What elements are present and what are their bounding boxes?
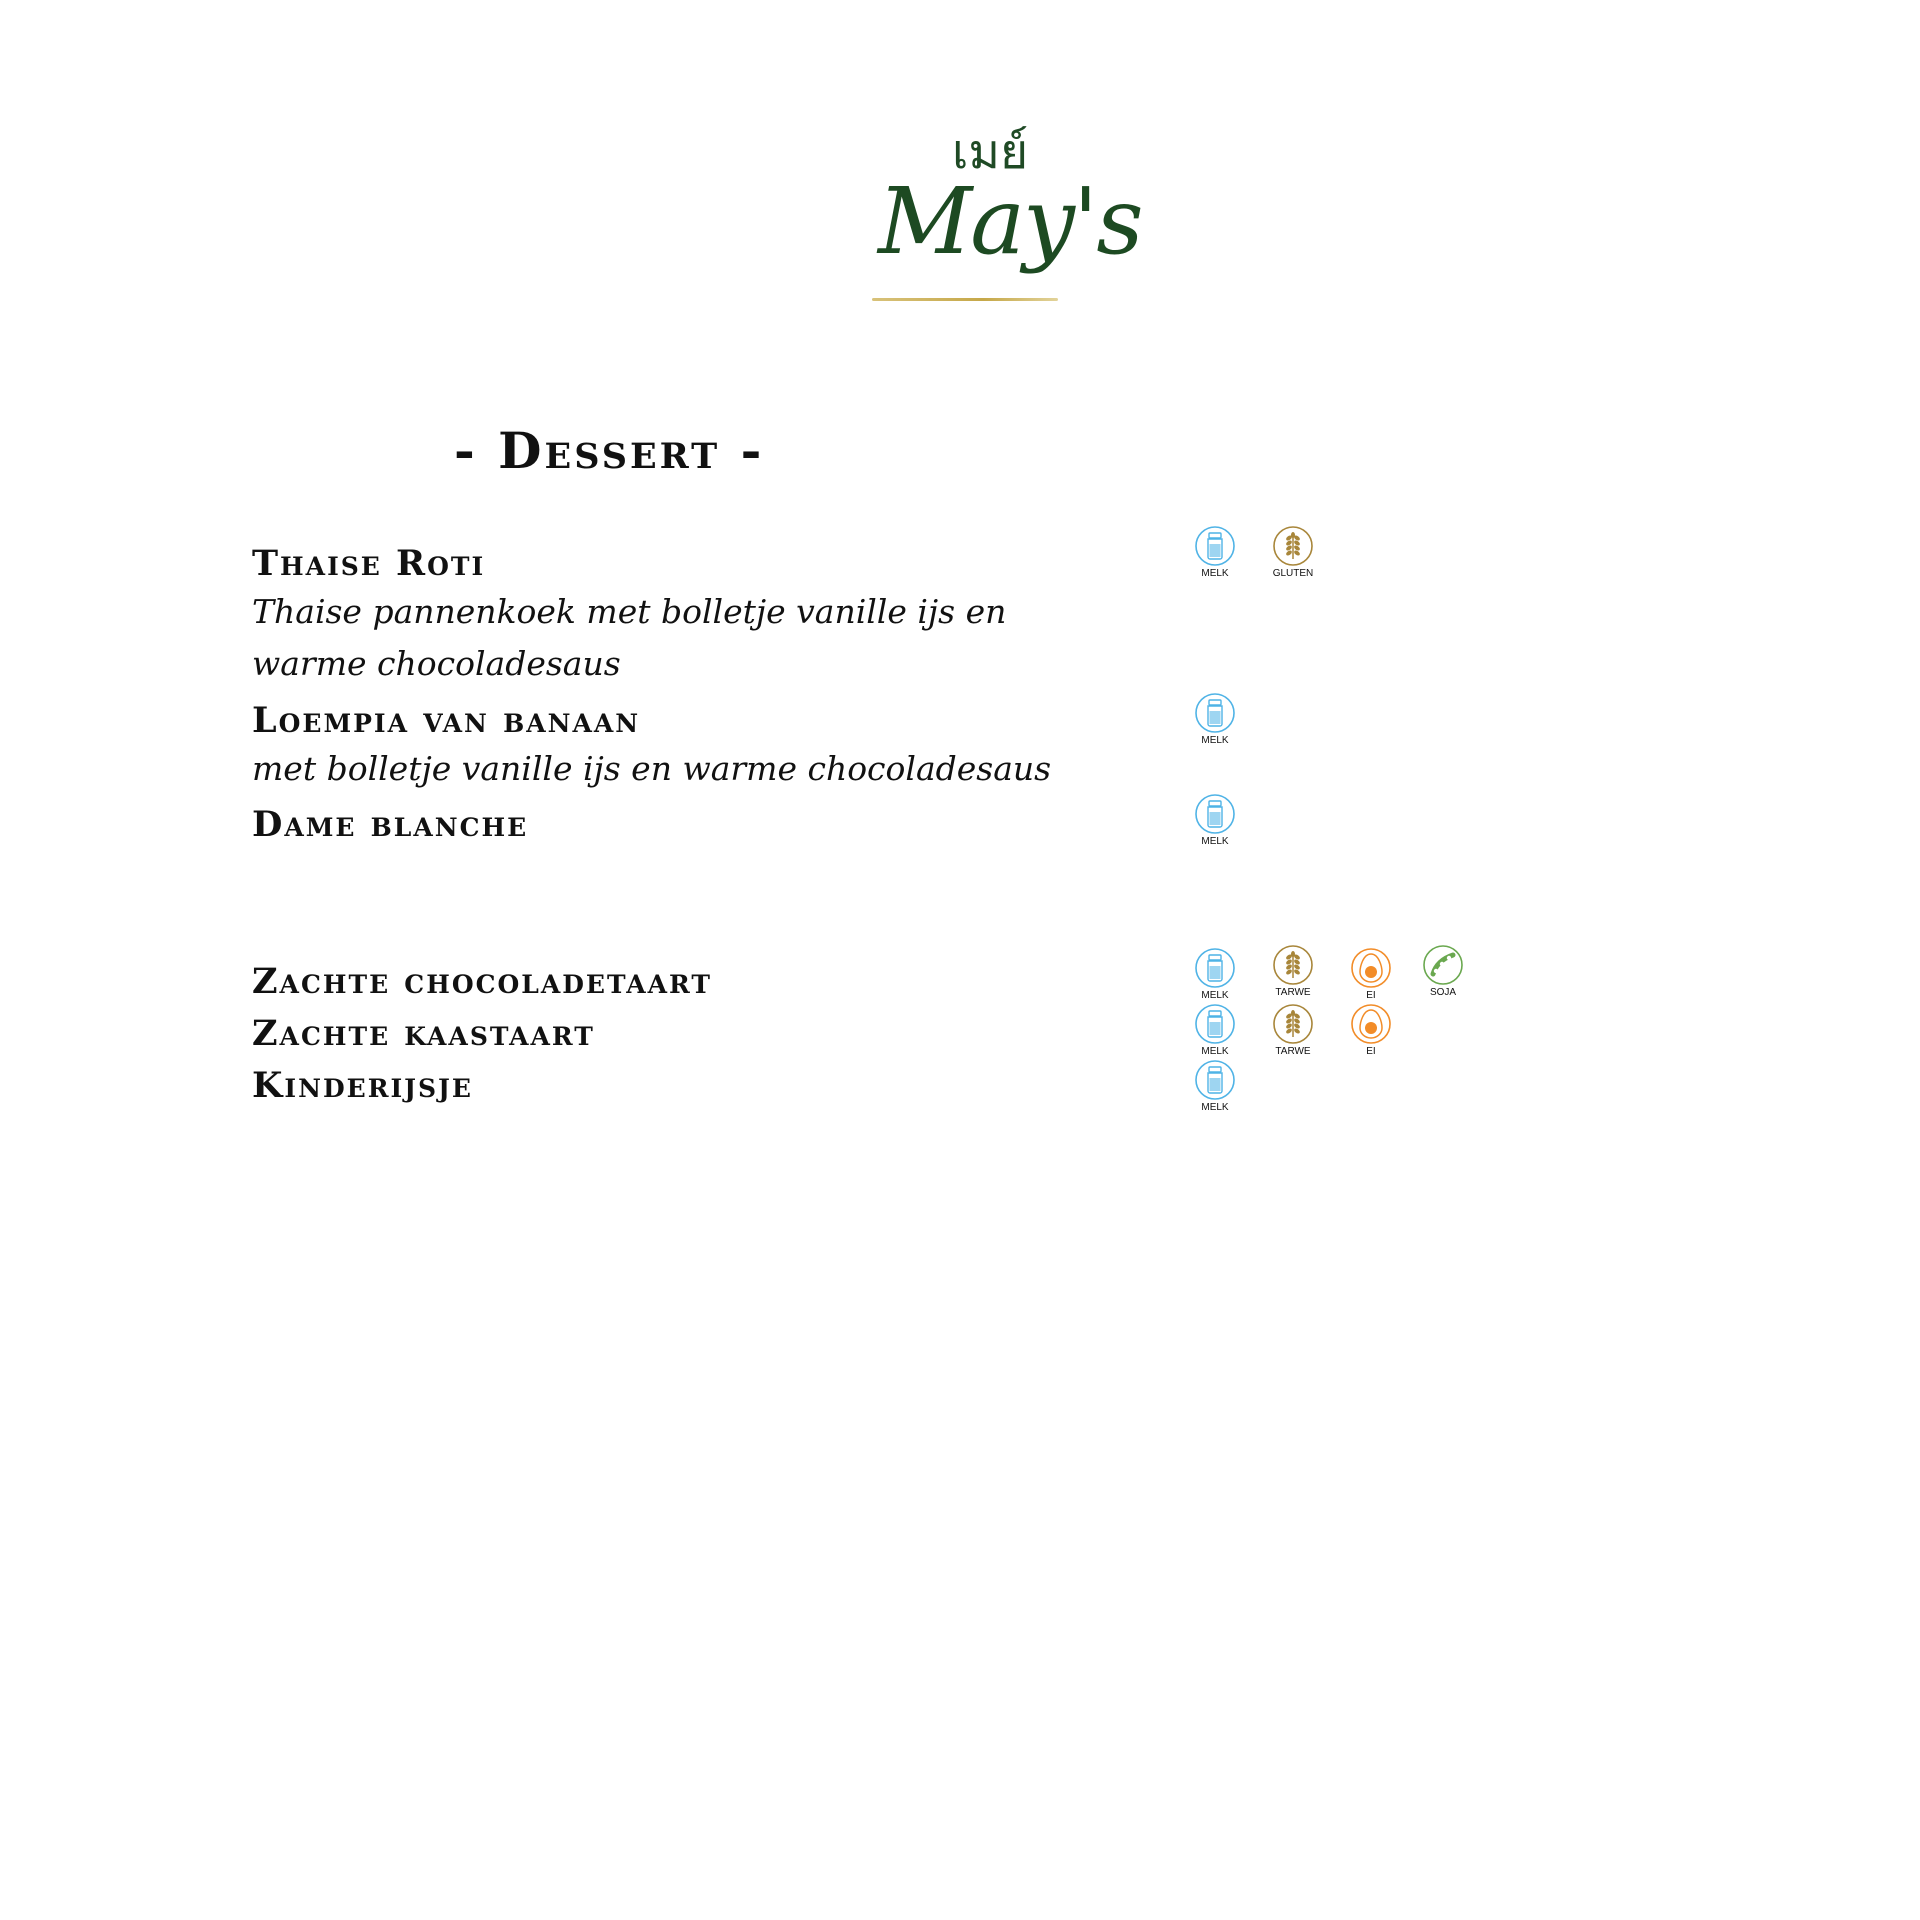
milk-bottle-icon [1194,1003,1236,1045]
allergen-ei [1336,1003,1406,1073]
allergen-melk [1180,525,1250,595]
milk-bottle-icon [1194,947,1236,989]
allergen-melk [1180,793,1250,863]
soy-bean-icon [1422,944,1464,986]
menu-item-description: Thaise pannenkoek met bolletje vanille ijs en [252,592,1007,631]
allergen-label: MELK [1201,568,1229,579]
menu-item-name: Loempia van banaan [252,700,641,741]
menu-item-name: Thaise Roti [252,543,486,584]
menu-item-name: Zachte chocoladetaart [252,961,712,1002]
allergen-label: EI [1366,990,1376,1001]
logo-thai-name: เมย์ [952,124,1029,180]
allergen-label: MELK [1201,836,1229,847]
allergen-label: EI [1366,1046,1376,1057]
egg-icon [1350,947,1392,989]
wheat-icon [1272,944,1314,986]
allergen-label: SOJA [1429,987,1457,998]
menu-item-description: warme chocoladesaus [252,644,621,683]
allergen-tarwe [1258,1003,1328,1073]
restaurant-logo [860,120,1142,330]
allergen-melk [1180,1059,1250,1129]
menu-item-name: Zachte kaastaart [252,1013,595,1054]
allergen-label: MELK [1201,990,1229,1001]
menu-item-name: Kinderijsje [252,1065,473,1106]
milk-bottle-icon [1194,692,1236,734]
milk-bottle-icon [1194,1059,1236,1101]
section-title: - Dessert - [454,421,765,480]
allergen-label: MELK [1201,735,1229,746]
menu-item-description: met bolletje vanille ijs en warme chocoladesaus [252,749,1052,788]
allergen-label: TARWE [1275,1046,1311,1057]
milk-bottle-icon [1194,793,1236,835]
logo-script-name: May's [878,168,1142,275]
allergen-melk [1180,692,1250,762]
menu-item-name: Dame blanche [252,804,529,845]
wheat-icon [1272,1003,1314,1045]
allergen-label: TARWE [1275,987,1311,998]
allergen-soja [1408,944,1478,1014]
milk-bottle-icon [1194,525,1236,567]
allergen-gluten [1258,525,1328,595]
allergen-label: MELK [1201,1102,1229,1113]
egg-icon [1350,1003,1392,1045]
allergen-label: GLUTEN [1272,568,1314,579]
logo-underline [872,298,1058,301]
wheat-icon [1272,525,1314,567]
allergen-label: MELK [1201,1046,1229,1057]
